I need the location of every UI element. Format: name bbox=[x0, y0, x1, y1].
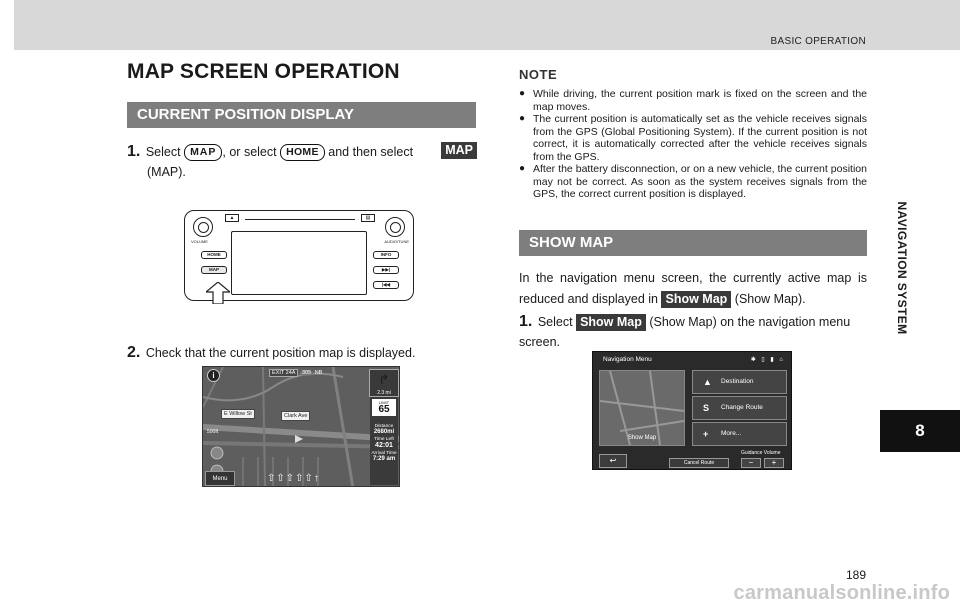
show-map-thumbnail bbox=[599, 370, 685, 446]
arrival-value: 7:29 am bbox=[372, 456, 396, 462]
street-label-willow: E Willow St bbox=[221, 409, 255, 419]
volume-knob bbox=[193, 217, 213, 237]
paragraph-text: In the navigation menu screen, the currently active map is reduced and displayed in bbox=[519, 271, 867, 306]
change-route-button: S Change Route bbox=[692, 396, 787, 420]
home-key: HOME bbox=[280, 144, 325, 161]
step-text: Select bbox=[537, 315, 573, 329]
map-menu-button: Menu bbox=[205, 471, 235, 486]
head-unit-illustration bbox=[184, 210, 414, 301]
step-text: Select bbox=[145, 145, 181, 159]
step-text: (Show Map) on the navigation menu screen. bbox=[519, 315, 851, 349]
route-direction: NB bbox=[314, 370, 323, 376]
show-map-key: Show Map bbox=[661, 291, 731, 308]
map-key: MAP bbox=[184, 144, 222, 161]
step-2-current-position bbox=[127, 343, 477, 363]
show-map-paragraph bbox=[519, 268, 867, 310]
current-position-map bbox=[202, 366, 400, 487]
plus-icon: + bbox=[703, 429, 709, 439]
exit-label: EXIT 24A bbox=[269, 369, 298, 377]
info-hardware-button: INFO bbox=[373, 251, 399, 259]
pointing-arrow-icon bbox=[206, 282, 230, 304]
section-heading-current-position: CURRENT POSITION DISPLAY bbox=[127, 102, 476, 128]
tilt-icon: ▤ bbox=[361, 214, 375, 222]
map-hardware-button: MAP bbox=[201, 266, 227, 274]
destination-arrow-icon: ▲ bbox=[703, 377, 712, 387]
distance-value: 2680mi bbox=[373, 429, 395, 435]
page-title: MAP SCREEN OPERATION bbox=[127, 60, 400, 83]
map-scale: 500ft bbox=[207, 429, 219, 435]
step-text: , or select bbox=[222, 145, 277, 159]
destination-button: ▲ Destination bbox=[692, 370, 787, 394]
navigation-menu-screen bbox=[592, 351, 792, 470]
step-text: Check that the current position map is displayed. bbox=[145, 346, 416, 360]
side-tab bbox=[880, 50, 960, 452]
step-text: and then select bbox=[328, 145, 414, 159]
disc-slot bbox=[245, 219, 355, 220]
cancel-route-button: Cancel Route bbox=[669, 458, 729, 468]
eject-icon: ▲ bbox=[225, 214, 239, 222]
time-left-label: Time Left bbox=[374, 437, 394, 442]
show-map-label: Show Map bbox=[627, 435, 657, 441]
speed-limit-label: LIMIT bbox=[378, 400, 390, 405]
note-title: NOTE bbox=[519, 67, 558, 82]
speed-limit-sign bbox=[372, 399, 396, 416]
section-label: BASIC OPERATION bbox=[770, 36, 866, 47]
change-route-icon: S bbox=[703, 403, 710, 413]
distance-label: Distance bbox=[374, 424, 394, 429]
arrival-label: Arrival Time bbox=[371, 451, 397, 456]
show-map-key: Show Map bbox=[576, 314, 646, 331]
nav-menu-title: Navigation Menu bbox=[603, 356, 652, 363]
turn-indicator bbox=[369, 369, 399, 397]
paragraph-text: (Show Map). bbox=[734, 292, 806, 306]
home-hardware-button: HOME bbox=[201, 251, 227, 259]
audio-tune-knob bbox=[385, 217, 405, 237]
thumbnail-map bbox=[600, 371, 684, 445]
time-left-value: 42:01 bbox=[375, 442, 393, 449]
street-label-clark: Clark Ave bbox=[281, 411, 310, 421]
back-icon: ↩ bbox=[599, 454, 627, 468]
note-item: ● The current position is automatically set as the vehicle receives signals from the GPS (Global Positioning System). If the current position is not correct, it is automatically corrected after the vehicle receives signals from the GPS. bbox=[519, 113, 867, 163]
volume-up-button: + bbox=[764, 458, 784, 468]
note-item: ● While driving, the current position mark is fixed on the screen and the map moves. bbox=[519, 88, 867, 113]
info-icon: i bbox=[207, 369, 220, 382]
watermark: carmanualsonline.info bbox=[733, 582, 950, 604]
next-turn-distance: 2.3 mi bbox=[377, 390, 391, 396]
step-1-show-map bbox=[519, 312, 867, 352]
step-number: 1. bbox=[519, 313, 533, 330]
volume-label: VOLUME bbox=[191, 239, 208, 244]
step-number: 1. bbox=[127, 143, 141, 160]
more-button: + More... bbox=[692, 422, 787, 446]
trip-info-panel bbox=[370, 397, 398, 485]
note-item: ● After the battery disconnection, or on a new vehicle, the current position may not be correct. As soon as the system receives signals from the GPS, the correct current position is displayed. bbox=[519, 163, 867, 201]
map-button-label: MAP bbox=[441, 142, 477, 159]
section-heading-show-map: SHOW MAP bbox=[519, 230, 867, 256]
note-list bbox=[519, 88, 867, 201]
step-text: (MAP). bbox=[147, 165, 186, 179]
speed-limit-value: 65 bbox=[378, 404, 390, 415]
prev-track-icon: |◀◀ bbox=[373, 281, 399, 289]
guidance-volume-label: Guidance Volume bbox=[741, 450, 781, 456]
turn-arrow-icon: ↱ bbox=[378, 372, 390, 387]
lane-guidance-icons: ⇧⇧⇧⇧⇧↑ bbox=[267, 473, 320, 484]
step-number: 2. bbox=[127, 344, 141, 361]
next-track-icon: ▶▶| bbox=[373, 266, 399, 274]
route-shield: 305 bbox=[301, 370, 312, 376]
page-number: 189 bbox=[846, 568, 867, 582]
audio-tune-label: AUDIO/TUNE bbox=[384, 239, 409, 244]
status-icons: ✱ ▯ ▮ ⌂ bbox=[750, 357, 785, 363]
chapter-number: 8 bbox=[880, 410, 960, 452]
side-tab-label: NAVIGATION SYSTEM bbox=[895, 201, 909, 335]
display-screen bbox=[231, 231, 367, 295]
highway-sign bbox=[269, 370, 322, 376]
step-1-current-position bbox=[127, 142, 477, 182]
volume-down-button: − bbox=[741, 458, 761, 468]
